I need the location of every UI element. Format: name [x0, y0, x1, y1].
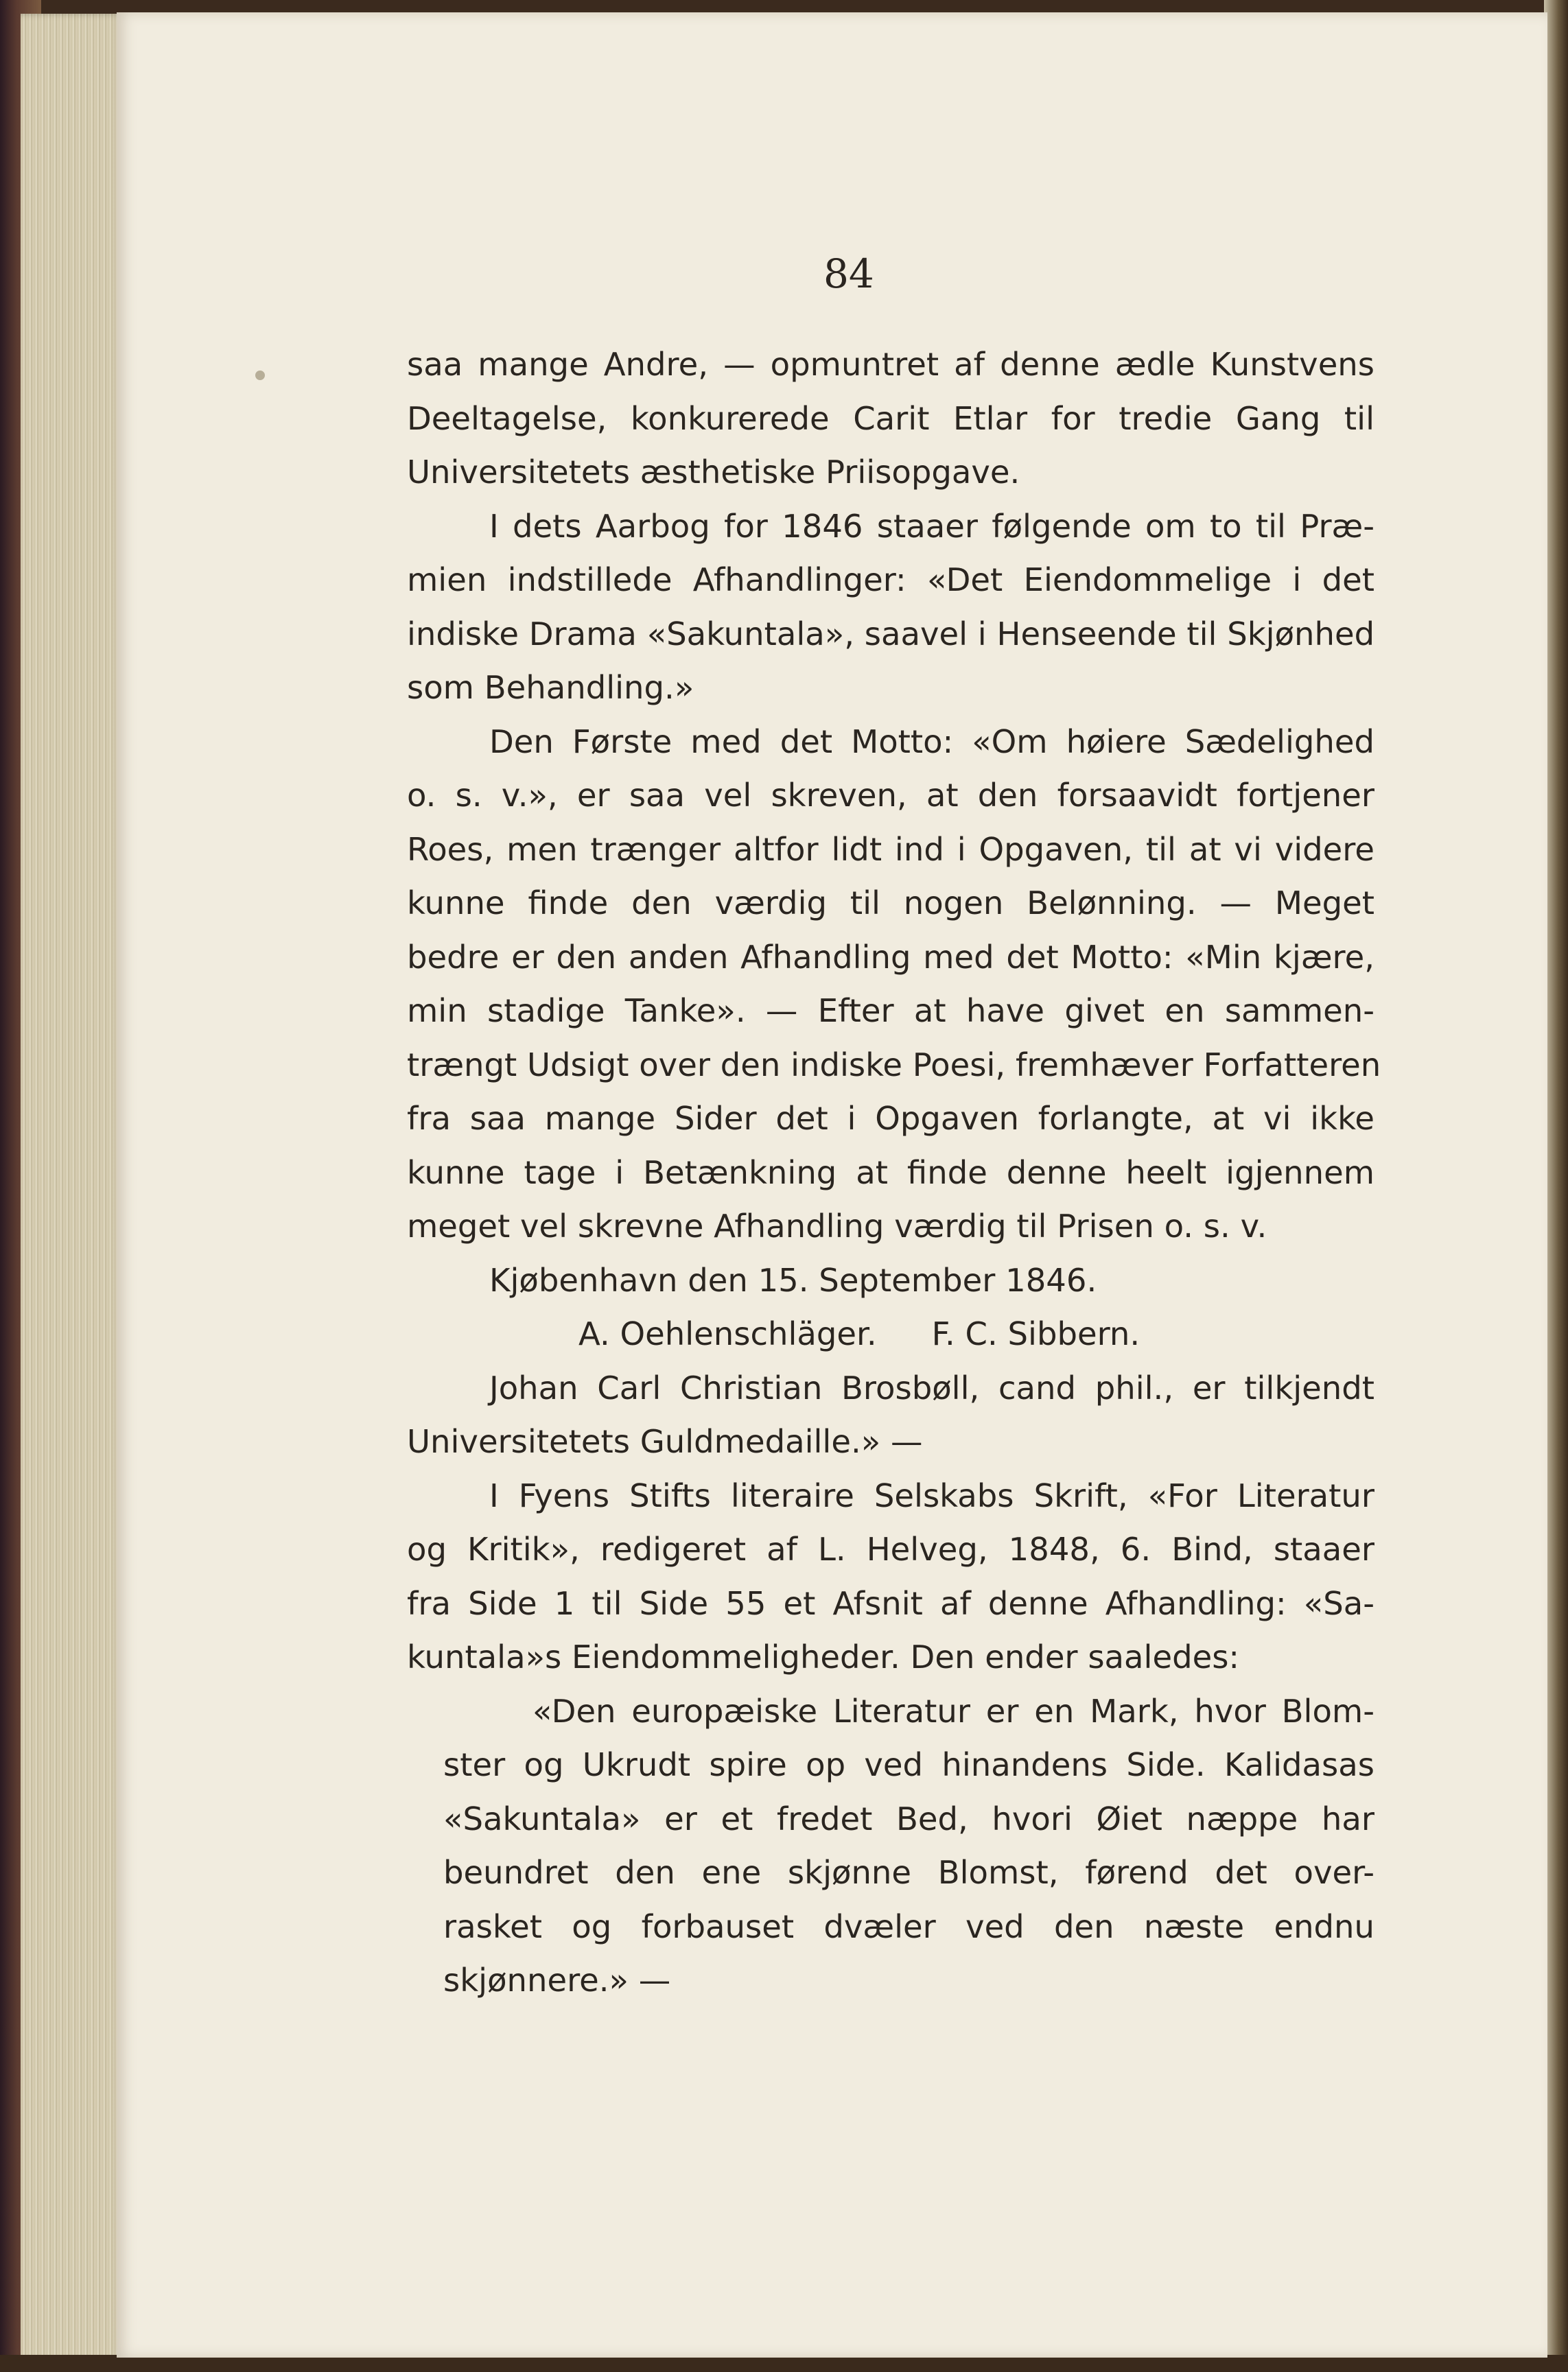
text-line: saa mange Andre, — opmuntret af denne ædle Kunstvens: [407, 346, 1374, 383]
body-text: [407, 338, 1381, 2008]
text-line: o. s. v.», er saa vel skreven, at den forsaavidt fortjener: [407, 777, 1374, 814]
text-line: indiske Drama «Sakuntala», saavel i Henseende til Skjønhed: [407, 615, 1375, 653]
text-line: fra saa mange Sider det i Opgaven forlangte, at vi ikke: [407, 1100, 1374, 1137]
quote-line: «Den europæiske Literatur er en Mark, hvor Blom-: [533, 1692, 1374, 1730]
page-number: 84: [823, 250, 874, 297]
text-line: kuntala»s Eiendommeligheder. Den ender saaledes:: [407, 1639, 1240, 1676]
quote-line: rasket og forbauset dvæler ved den næste endnu: [443, 1907, 1374, 1945]
text-line: meget vel skrevne Afhandling værdig til Prisen o. s. v.: [407, 1208, 1267, 1245]
book-page-edges: [21, 14, 124, 2360]
quote-line: skjønnere.» —: [443, 1962, 671, 1999]
text-line: Universitetets æsthetiske Priisopgave.: [407, 454, 1020, 491]
text-line: Johan Carl Christian Brosbøll, cand phil., er tilkjendt: [489, 1369, 1374, 1407]
text-line: I dets Aarbog for 1846 staaer følgende om to til Præ-: [489, 507, 1374, 545]
right-background-band: [1544, 0, 1568, 2372]
text-line: trængt Udsigt over den indiske Poesi, fremhæver Forfatteren: [407, 1046, 1381, 1083]
signature-oehlenschlager: A. Oehlenschläger.: [578, 1315, 877, 1352]
text-line: Universitetets Guldmedaille.» —: [407, 1423, 923, 1460]
quote-line: «Sakuntala» er et fredet Bed, hvori Øiet næppe har: [443, 1800, 1374, 1837]
paper-spot: [255, 371, 265, 380]
text-line: Roes, men trænger altfor lidt ind i Opgaven, til at vi videre: [407, 830, 1374, 868]
signature-sibbern: F. C. Sibbern.: [931, 1315, 1140, 1352]
text-line: I Fyens Stifts literaire Selskabs Skrift, «For Literatur: [489, 1477, 1374, 1514]
text-line: kunne finde den værdig til nogen Belønning. — Meget: [407, 884, 1374, 921]
text-line: Den Første med det Motto: «Om høiere Sædelighed: [489, 723, 1374, 760]
text-line: Kjøbenhavn den 15. September 1846.: [489, 1261, 1097, 1299]
text-line: mien indstillede Afhandlinger: «Det Eiendommelige i det: [407, 561, 1374, 598]
text-line: bedre er den anden Afhandling med det Motto: «Min kjære,: [407, 938, 1374, 976]
text-line: og Kritik», redigeret af L. Helveg, 1848, 6. Bind, staaer: [407, 1531, 1374, 1568]
quote-line: ster og Ukrudt spire op ved hinandens Side. Kalidasas: [443, 1746, 1374, 1783]
text-line: kunne tage i Betænkning at finde denne heelt igjennem: [407, 1153, 1374, 1191]
quote-line: beundret den ene skjønne Blomst, førend det over-: [443, 1854, 1374, 1891]
text-line: min stadige Tanke». — Efter at have givet en sammen-: [407, 992, 1374, 1029]
text-line: fra Side 1 til Side 55 et Afsnit af denne Afhandling: «Sa-: [407, 1584, 1374, 1622]
text-line: som Behandling.»: [407, 669, 694, 706]
top-background-band: [0, 0, 1568, 14]
text-line: Deeltagelse, konkurerede Carit Etlar for tredie Gang til: [407, 399, 1374, 437]
signature-line: [407, 1307, 1374, 1361]
